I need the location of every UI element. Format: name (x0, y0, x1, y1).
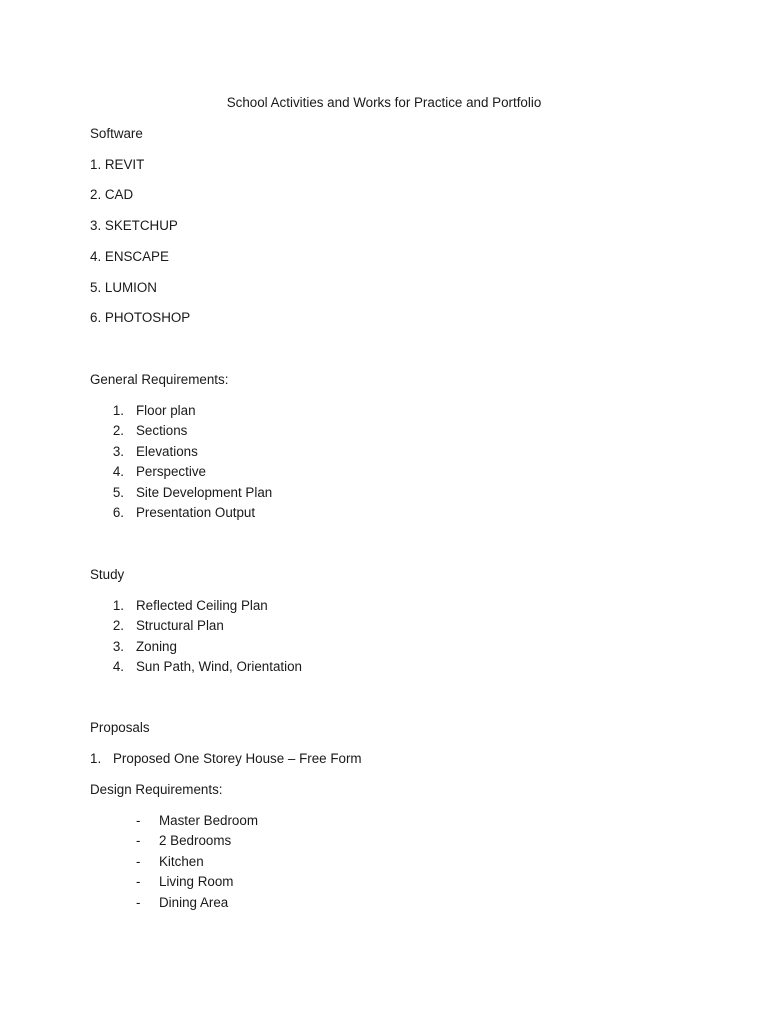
bullet-dash: - (136, 895, 141, 910)
list-item: Structural Plan (136, 618, 224, 633)
software-item: 1. REVIT (90, 157, 145, 172)
bullet-dash: - (136, 854, 141, 869)
list-item: Sections (136, 423, 188, 438)
bullet-dash: - (136, 833, 141, 848)
design-item: 2 Bedrooms (159, 833, 232, 848)
list-number: 2. (112, 423, 124, 438)
design-item: Dining Area (159, 895, 229, 910)
software-item: 2. CAD (90, 187, 134, 202)
bullet-dash: - (136, 813, 141, 828)
software-item: 6. PHOTOSHOP (90, 310, 191, 325)
list-number: 3. (112, 444, 124, 459)
list-item: Sun Path, Wind, Orientation (136, 659, 302, 674)
proposals-heading: Proposals (90, 720, 150, 735)
software-item: 3. SKETCHUP (90, 218, 178, 233)
list-item: Perspective (136, 464, 206, 479)
software-item: 5. LUMION (90, 280, 157, 295)
design-item: Kitchen (159, 854, 204, 869)
list-item: Zoning (136, 639, 177, 654)
design-item: Master Bedroom (159, 813, 258, 828)
study-heading: Study (90, 567, 125, 582)
list-item: Presentation Output (136, 505, 256, 520)
proposal-item: Proposed One Storey House – Free Form (113, 751, 362, 766)
list-number: 2. (112, 618, 124, 633)
list-item: Elevations (136, 444, 198, 459)
software-heading: Software (90, 126, 143, 141)
list-number: 1. (112, 598, 124, 613)
list-number: 5. (112, 485, 124, 500)
bullet-dash: - (136, 874, 141, 889)
list-number: 6. (112, 505, 124, 520)
list-number: 4. (112, 464, 124, 479)
list-number: 1. (112, 403, 124, 418)
list-item: Reflected Ceiling Plan (136, 598, 268, 613)
design-item: Living Room (159, 874, 234, 889)
list-number: 3. (112, 639, 124, 654)
list-item: Site Development Plan (136, 485, 273, 500)
document-title: School Activities and Works for Practice and Portfolio (226, 95, 542, 110)
general-requirements-heading: General Requirements: (90, 372, 229, 387)
proposal-number: 1. (90, 751, 102, 766)
list-item: Floor plan (136, 403, 196, 418)
list-number: 4. (112, 659, 124, 674)
design-requirements-heading: Design Requirements: (90, 782, 223, 797)
software-item: 4. ENSCAPE (90, 249, 169, 264)
